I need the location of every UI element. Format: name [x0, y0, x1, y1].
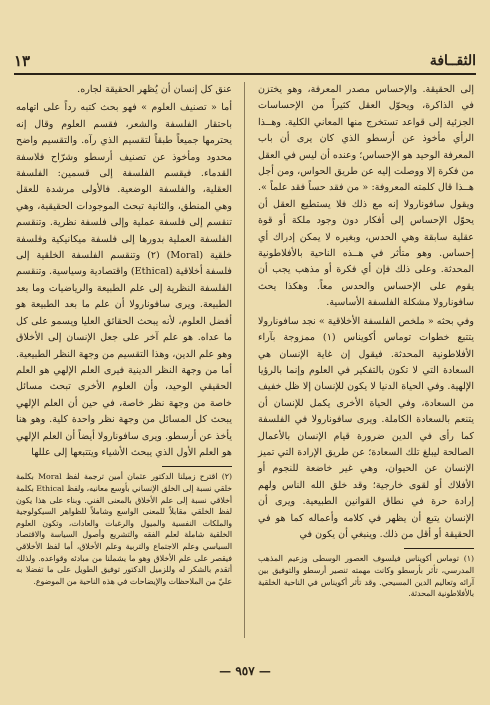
right-paragraph-2: وفي بحثه « ملخص الفلسفة الأخلاقية » نجد سافونارولا يتتبع خطوات توماس أكويناس (١) ممزوجة بآراء الأفلاطونية المحدثة. فيقول إن غاية الإنسان هي السعادة التي لا تكون بالتفكير في العلوم وإنما بالرؤيا الإلهية. وفي الحياة الدنيا لا يكون للإنسان إلا ظل خفيف من السعادة، وفي الحياة الأخرى يكمل للإنسان أن يتنعم بالسعادة الكاملة. ويرى سافونارولا في الفلسفة كما رأى في الدين ضرورة قيام الإنسان بالأعمال الصالحة ليبلغ تلك السعادة؛ عن طريق الإرادة التي تميز الإنسان عن الحيوان، وهي غير خاضعة للنجوم أو الأفلاك أو لقوى خارجية؛ وقد خلق الله الناس ولهم إرادة حرة في نطاق القوانين الطبيعية. ويرى أن الإنسان يتبع أن يظهر في كلامه وأعماله كما هو في الحقيقة أو أقل من ذلك. وينبغي أن يكون في: [258, 315, 474, 540]
header-page-number: ١٣: [14, 52, 31, 70]
header-rule: [14, 73, 476, 75]
running-title: الثقــافة: [429, 53, 476, 69]
left-paragraph-2: أما « تصنيف العلوم » فهو بحث كتبه رداً على اتهامه باحتقار الفلسفة والشعر، فقسم العلوم وقال إنه يحترمها جميعاً طبقاً لتقسيم الذي رآه. والتقسيم واضح محدود ومأخوذ عن تصنيف أرسطو وشرّاح فلاسفة القدماء. فيقسم الفلسفة إلى قسمين: الفلسفة العقلية، والفلسفة الوضعية. فالأولى مرشدة للعقل وهي المنطق، والثانية تبحث الموجودات الحقيقية، وهي تنقسم إلى فلسفة عملية وإلى فلسفة نظرية. وتنقسم الفلسفة العملية بدورها إلى فلسفة ميكانيكية وفلسفة خلقية (Moral) (٢) وتنقسم الفلسفة الخلقية إلى فلسفة أخلاقية (Ethical) واقتصادية وسياسية. وتنقسم الفلسفة النظرية إلى علم الطبيعة والرياضيات وما بعد الطبيعة. ويرى سافونارولا أن علم ما بعد الطبيعة هو أفضل العلوم، لأنه يبحث الحقائق العليا ويسمو على كل ما عداه. هو علم آخر على جعل الإنسان إلى الأخلاق وهو علم الدين، وهذا التقسيم من وجهة النظر الطبيعية. أما من وجهة النظر الدينية فيرى العلم الإلهي هو العلم الحقيقي الوحيد، وأن العلوم الأخرى تبحث مسائل خاصة من وجهة نظر خاصة، في حين أن العلم الإلهي يبحث كل المسائل من وجهة نظر واحدة كلية. وهو هنا يأخذ عن أرسطو. ويرى سافونارولا أيضاً أن العلم الإلهي هو العلم الأول الذي يبحث الأشياء ويتتبعها إلى عللها: [15, 102, 232, 458]
right-footnote: (١) توماس أكويناس فيلسوف العصور الوسطى وزعيم المذهب المدرسي، تأثر بأرسطو وكانت مهمته تنصير أرسطو والتوفيق بين آرائه وتعاليم الدين المسيحي. وقد تأثر أكويناس في الناحية الخلقية بالأفلاطونية المحدثة.: [258, 554, 474, 599]
left-footnote: (٢) اقترح زميلنا الدكتور عثمان أمين ترجمة لفظ Moral بكلمة خلقي نسبة إلى الخلق الإنساني بأوسع معانيه، ولفظ Ethical بكلمة أخلاقي نسبة إلى علم الأخلاق بالمعنى الفني. وبناء على هذا يكون لفظ الخلقي مقابلاً للمعنى الواسع وشاملاً للظواهر السيكولوجية والملكات النفسية والميول والرغبات والعادات، وتكون العلوم الخلقية شاملة لعلم الفقه والتشريع وأصول السياسة والاقتصاد السياسي وعلم الاجتماع والتربية وعلم الأخلاق، أما لفظ الأخلاقي فيقصر على علم الأخلاق وهو ما يشملنا من مبادئه وقواعده. ولذلك أتقدم بالشكر له وللزميل الدكتور توفيق الطويل على ما تفضلا به عليّ من الملاحظات والإيضاحات في هذه الناحية من الموضوع.: [16, 472, 232, 586]
column-divider: [244, 82, 245, 638]
left-column: [16, 82, 232, 587]
left-paragraph-1: عنق كل إنسان أن يُظهر الحقيقة لجاره.: [77, 84, 232, 95]
page-header: [14, 50, 476, 72]
right-column: [258, 82, 474, 600]
page-footer-number: — ٩٥٧ —: [219, 664, 271, 678]
right-paragraph-1: إلى الحقيقة. والإحساس مصدر المعرفة، وهو يختزن في الذاكرة، ويحوّل العقل كثيراً من الإحساسات الجزئية إلى قواعد تستخرج منها المعاني الكلية. وهــذا الرأي مأخوذ عن أرسطو الذي كان يرى أن باب المعرفة الوحيد هو الإحساس؛ وعنده أن ليس في العقل من فكرة إلا ووصلت إليه عن طريق الحواس، ومن أجل هــذا قال كلمته المعروفة: « من فقد حساً فقد علماً ». ويقول سافونارولا إنه مع ذلك فلا يستطيع العقل أن يحوّل الإحساس إلى أفكار دون وجود ملكة أو قوة عقلية سابقة وهي الحدس، وبغيره لا يمكن إدراك أي إحساس. وهو متأثر في هــذه الناحية بالأفلاطونية المحدثة. وعلى ذلك فإن أي فكرة أو مذهب يجب أن يقوم على الإحساس والحدس معاً. وهكذا يحث سافونارولا مشكلة الفلسفة الأساسية.: [258, 84, 474, 309]
footnote-rule: [404, 548, 474, 549]
footnote-rule: [162, 466, 232, 467]
